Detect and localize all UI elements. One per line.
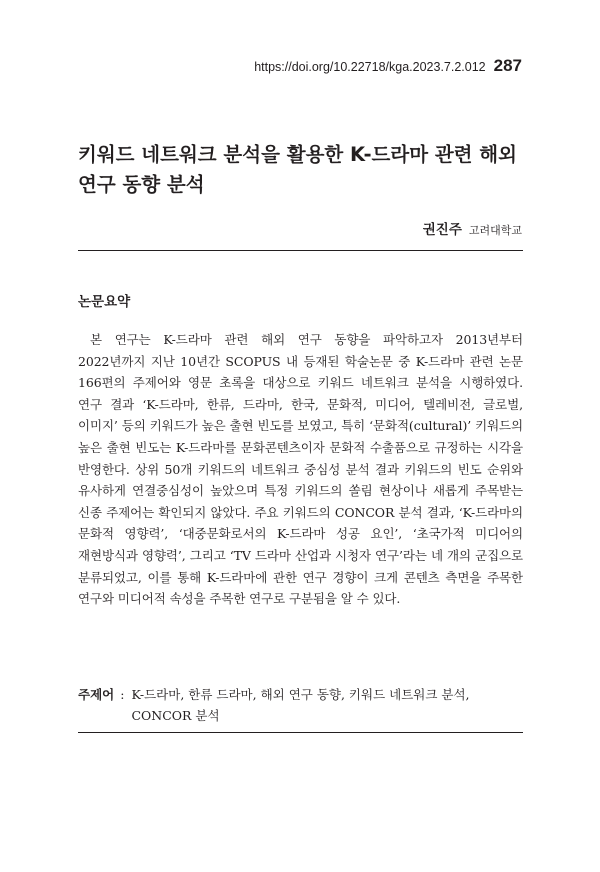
divider-top: [78, 250, 523, 251]
author-line: [423, 218, 522, 238]
keywords-block: [78, 684, 523, 726]
abstract-body: 본 연구는 K-드라마 관련 해외 연구 동향을 파악하고자 2013년부터 2022년까지 지난 10년간 SCOPUS 내 등재된 학술논문 중 K-드라마 관련 논문 166편의 주제어와 영문 초록을 대상으로 키워드 네트워크 분석을 시행하였다. 연구 결과 ‘K-드라마, 한류, 드라마, 한국, 문화적, 미디어, 텔레비전, 글로벌, 이미지’ 등의 키워드가 높은 출현 빈도를 보였고, 특히 ‘문화적(cultural)’ 키워드의 높은 출현 빈도는 K-드라마를 문화콘텐츠이자 문화적 수출품으로 규정하는 시각을 반영한다. 상위 50개 키워드의 네트워크 중심성 분석 결과 키워드의 빈도 순위와 유사하게 연결중심성이 높았으며 특정 키워드의 쏠림 현상이나 새롭게 주목받는 신종 주제어는 확인되지 않았다. 주요 키워드의 CONCOR 분석 결과, ‘K-드라마의 문화적 영향력’, ‘대중문화로서의 K-드라마 성공 요인’, ‘초국가적 미디어의 재현방식과 영향력’, 그리고 ‘TV 드라마 산업과 시청자 연구’라는 네 개의 군집으로 분류되었고, 이를 통해 K-드라마에 관한 연구 경향이 크게 콘텐츠 측면을 주목한 연구와 미디어적 속성을 주목한 연구로 구분됨을 알 수 있다.: [78, 332, 523, 607]
keywords-label: 주제어: [78, 687, 115, 702]
paper-title: 키워드 네트워크 분석을 활용한 K-드라마 관련 해외 연구 동향 분석: [78, 143, 517, 196]
page-header: [254, 56, 522, 76]
divider-bottom: [78, 732, 523, 733]
doi-link[interactable]: https://doi.org/10.22718/kga.2023.7.2.012: [254, 60, 486, 74]
abstract-heading: 논문요약: [78, 294, 131, 310]
keywords-text: K-드라마, 한류 드라마, 해외 연구 동향, 키워드 네트워크 분석, CONCOR 분석: [131, 687, 470, 723]
page-number: 287: [493, 56, 522, 75]
author-affiliation: 고려대학교: [468, 224, 522, 237]
author-name: 권진주: [422, 222, 462, 238]
keywords-separator: :: [120, 687, 125, 702]
